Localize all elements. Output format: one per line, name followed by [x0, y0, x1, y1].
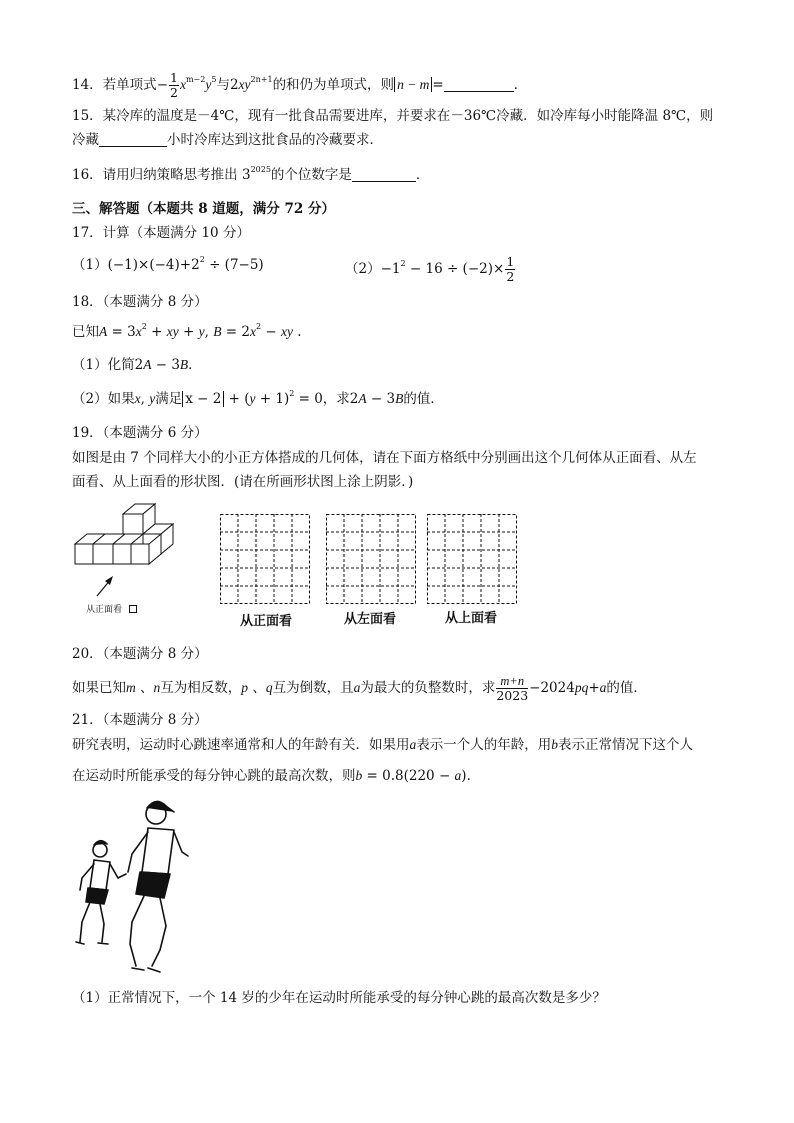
- question-20-body: 如果已知m 、n互为相反数，p 、q互为倒数，且a为最大的负整数时，求 $\frac{m+n}{2023}$ −2024pq+a的值．: [72, 674, 647, 703]
- question-18-part1: （1）化简2A − 3B．: [72, 357, 202, 373]
- q20-t2: 互为倒数，且: [272, 680, 354, 696]
- question-14: [72, 71, 527, 100]
- grid-caption-top: 从上面看: [445, 611, 498, 626]
- q18-given-pre: 已知: [72, 324, 99, 340]
- q14-text-post: 的和仍为单项式，则: [272, 77, 395, 93]
- q17-label-1: （1）: [72, 257, 108, 273]
- question-21-part1: （1）正常情况下，一个 14 岁的少年在运动时所能承受的每分钟心跳的最高次数是多少？: [72, 990, 606, 1006]
- q20-fraction: $\frac{m+n}{2023}$: [496, 674, 529, 703]
- q14-monomial-1: − $\frac{1}{2}$ $x^{m-2}y^5$: [156, 70, 217, 100]
- q14-text-mid: 与: [216, 77, 230, 93]
- q20-pre: 如果已知: [72, 680, 126, 696]
- q18-given-expr: A: [99, 324, 108, 339]
- answer-blank-14[interactable]: [444, 77, 514, 92]
- q18-s2-pre: （2）如果: [72, 391, 135, 407]
- q17-label-2: （2）: [345, 261, 381, 277]
- answer-blank-15[interactable]: [99, 132, 167, 147]
- q20-post: 的值．: [606, 680, 647, 696]
- arrow-icon: [94, 574, 116, 598]
- q21-l1-mid: 表示一个人的年龄，用: [416, 737, 552, 753]
- answer-blank-16[interactable]: [352, 167, 416, 182]
- q20-frac-den: 2023: [496, 688, 529, 703]
- q18-s1: （1）化简: [72, 357, 135, 373]
- q18-s2-post: ，求: [322, 391, 350, 407]
- q15-pre: 冷藏: [72, 132, 99, 148]
- question-17-head: 17．计算（本题满分 10 分）: [72, 225, 250, 241]
- q14-end: ．: [513, 77, 528, 93]
- question-21-head: 21．（本题满分 8 分）: [72, 712, 208, 728]
- q14-eq: =: [432, 77, 444, 93]
- small-square-icon: [129, 605, 137, 613]
- q20-t3: 为最大的负整数时，求: [360, 680, 496, 696]
- question-17-part2: [345, 255, 516, 284]
- question-21-line2: 在运动时所能承受的每分钟心跳的最高次数，则b = 0.8(220 − a)．: [72, 768, 481, 784]
- q18-s1-end: ．: [188, 357, 202, 373]
- runners-illustration: [70, 798, 200, 980]
- dashed-grid-front[interactable]: [220, 514, 310, 604]
- question-19-head: 19．（本题满分 6 分）: [72, 425, 208, 441]
- dashed-grid-left[interactable]: [326, 514, 416, 604]
- grid-caption-front: 从正面看: [240, 614, 293, 629]
- q14-text-pre: 若单项式: [102, 77, 157, 93]
- question-15-line1: 15．某冷库的温度是－4℃，现有一批食品需要进库，并要求在－36℃冷藏．如冷库每小时能降温 8℃，则: [72, 108, 714, 124]
- q16-post: 的个位数字是: [270, 167, 352, 183]
- question-17-part1: [72, 255, 264, 275]
- question-18-head: 18．（本题满分 8 分）: [72, 294, 208, 310]
- q21-l2-pre: 在运动时所能承受的每分钟心跳的最高次数，则: [72, 768, 356, 784]
- q21-l2-post: ．: [466, 768, 481, 784]
- grid-caption-left: 从左面看: [344, 612, 397, 627]
- q17-expr-1: $(-1)\times(-4)+2^2 \div (7-5)$: [107, 255, 264, 273]
- q16-exponent: 2025: [250, 165, 271, 174]
- question-15-line2: [72, 130, 383, 150]
- question-20-head: 20．（本题满分 8 分）: [72, 646, 208, 662]
- q18-s2-end: 的值．: [403, 391, 444, 407]
- q21-l1-pre: 研究表明，运动时心跳速率通常和人的年龄有关．如果用: [72, 737, 410, 753]
- q18-s2-mid: 满足: [155, 391, 183, 407]
- q21-l1-post: 表示正常情况下这个人: [558, 737, 693, 753]
- q20-t1: 互为相反数，: [160, 680, 242, 696]
- question-18-part2: （2）如果x, y满足 $x - 2 + (y + 1)^2 = 0$，求2A − 3B的值．: [72, 389, 444, 407]
- question-19-line2: 面看、从上面看的形状图．(请在所画形状图上涂上阴影．): [72, 474, 414, 490]
- q16-pre: 16．请用归纳策略思考推出 3: [72, 167, 251, 183]
- q16-end: ．: [415, 167, 430, 183]
- arrow-label-text: 从正面看: [86, 605, 123, 615]
- q17-expr-2: $-1^2 - 16 \div (-2)\times$ $\frac{1}{2}$: [380, 254, 515, 284]
- arrow-label: [86, 602, 137, 615]
- q14-number: 14．: [72, 77, 103, 93]
- question-19-line1: 如图是由 7 个同样大小的小正方体搭成的几何体，请在下面方格纸中分别画出这个几何体从正面看、从左: [72, 450, 697, 466]
- dashed-grid-top[interactable]: [427, 514, 517, 604]
- question-18-given: 已知$A = 3x^2$ + xy + y, $B = 2x^2$ − xy .: [72, 322, 302, 340]
- q15-post: 小时冷库达到这批食品的冷藏要求．: [167, 132, 383, 148]
- question-21-line1: 研究表明，运动时心跳速率通常和人的年龄有关．如果用a表示一个人的年龄，用b表示正常情况下这个人: [72, 737, 693, 753]
- section-3-heading: 三、解答题（本题共 8 道题，满分 72 分）: [72, 201, 335, 217]
- cube-figure: [70, 502, 180, 584]
- question-16: [72, 165, 429, 185]
- q14-monomial-2: $2xy^{2n+1}$: [229, 75, 273, 93]
- q14-abs-expr: n − m: [394, 77, 432, 92]
